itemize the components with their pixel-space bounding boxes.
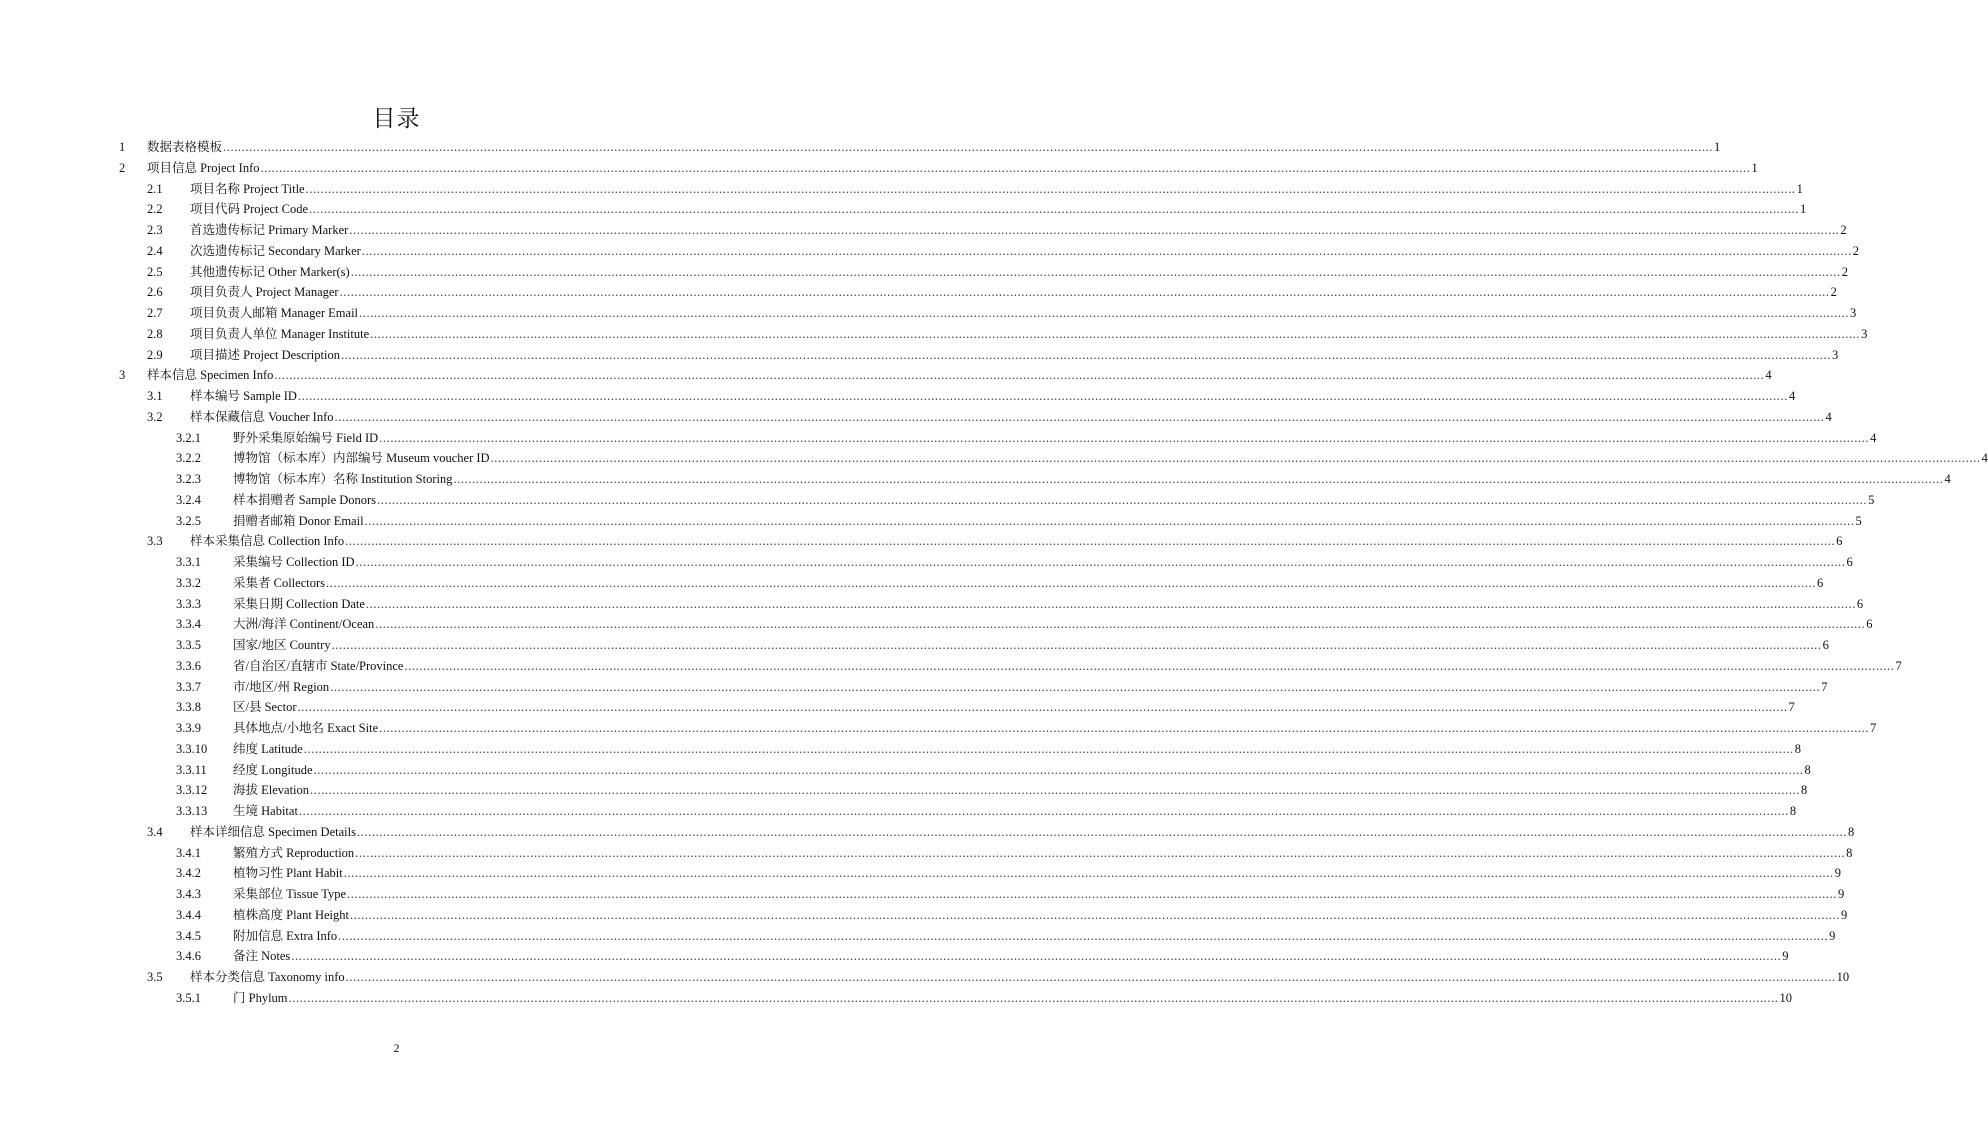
toc-entry[interactable]: [0, 220, 1847, 241]
toc-entry-number: 3.5: [147, 970, 163, 984]
toc-entry[interactable]: [0, 137, 1721, 158]
toc-entry-page: 8: [1847, 824, 1855, 839]
toc-entry-page: 8: [1801, 783, 1808, 798]
table-of-contents: [0, 137, 1988, 1009]
toc-leader-dots: ................................................................................................................................................................................................................................................................................................................................................................................................................: [350, 264, 1841, 279]
toc-entry-line: [233, 780, 1808, 801]
toc-entry[interactable]: [0, 324, 1868, 345]
toc-entry-line: [233, 946, 1789, 967]
toc-entry[interactable]: [0, 365, 1772, 386]
toc-entry-line: [190, 324, 1868, 345]
toc-leader-dots: ................................................................................................................................................................................................................................................................................................................................................................................................................: [310, 783, 1801, 798]
toc-entry-label: 门 Phylum: [233, 990, 288, 1005]
toc-leader-dots: ................................................................................................................................................................................................................................................................................................................................................................................................................: [330, 679, 1821, 694]
toc-entry-line: [190, 199, 1807, 220]
toc-entry-line: [233, 490, 1875, 511]
toc-entry-line: [190, 407, 1832, 428]
toc-entry-page: 8: [1794, 741, 1802, 756]
toc-entry-label: 样本采集信息 Collection Info: [190, 534, 345, 549]
toc-entry-line: [147, 158, 1758, 179]
toc-entry-label: 区/县 Sector: [233, 700, 297, 715]
toc-entry-label: 项目负责人邮箱 Manager Email: [190, 306, 359, 320]
toc-entry-label: 市/地区/州 Region: [233, 679, 330, 694]
toc-entry-page: 1: [1800, 202, 1807, 217]
toc-entry-page: 7: [1821, 679, 1828, 694]
toc-entry[interactable]: [0, 158, 1758, 179]
page-number: 2: [393, 1041, 400, 1055]
toc-entry-line: [190, 531, 1843, 552]
toc-entry-page: 3: [1831, 347, 1839, 362]
toc-entry-number: 3.3.13: [176, 804, 208, 818]
toc-entry-label: 植物习性 Plant Habit: [233, 866, 343, 881]
toc-entry[interactable]: [0, 469, 1951, 490]
toc-leader-dots: ................................................................................................................................................................................................................................................................................................................................................................................................................: [347, 887, 1838, 901]
toc-entry-number: 2.9: [147, 347, 163, 362]
toc-entry-label: 具体地点/小地名 Exact Site: [233, 721, 379, 735]
toc-entry-number: 3.3.1: [176, 555, 201, 569]
toc-entry-line: [190, 220, 1847, 241]
toc-entry-page: 6: [1822, 638, 1829, 652]
toc-entry-label: 生境 Habitat: [233, 804, 298, 818]
toc-entry-page: 6: [1817, 575, 1824, 590]
toc-entry[interactable]: [0, 843, 1853, 864]
toc-entry-label: 项目代码 Project Code: [190, 202, 309, 217]
toc-entry-number: 3.4: [147, 824, 163, 839]
toc-entry-number: 3.3.6: [176, 658, 201, 673]
toc-entry-line: [233, 448, 1988, 469]
toc-entry-label: 博物馆（标本库）内部编号 Museum voucher ID: [233, 451, 490, 466]
toc-entry-number: 3.2: [147, 409, 163, 424]
toc-entry-page: 2: [1852, 243, 1860, 258]
toc-entry[interactable]: [0, 967, 1850, 988]
toc-leader-dots: ................................................................................................................................................................................................................................................................................................................................................................................................................: [349, 907, 1840, 922]
toc-leader-dots: ................................................................................................................................................................................................................................................................................................................................................................................................................: [345, 534, 1836, 549]
toc-entry-page: 10: [1836, 970, 1850, 984]
toc-leader-dots: ................................................................................................................................................................................................................................................................................................................................................................................................................: [361, 243, 1852, 258]
toc-entry-number: 2.5: [147, 264, 163, 279]
toc-entry-label: 其他遗传标记 Other Marker(s): [190, 264, 350, 279]
toc-entry-line: [233, 863, 1841, 884]
toc-entry-line: [233, 511, 1862, 532]
toc-leader-dots: ................................................................................................................................................................................................................................................................................................................................................................................................................: [359, 306, 1850, 320]
toc-entry[interactable]: [0, 531, 1843, 552]
toc-entry[interactable]: [0, 884, 1845, 905]
toc-entry-page: 9: [1838, 887, 1845, 901]
toc-entry-label: 采集日期 Collection Date: [233, 596, 365, 611]
toc-entry-label: 附加信息 Extra Info: [233, 928, 338, 943]
toc-entry-page: 6: [1846, 555, 1853, 569]
toc-entry-label: 样本编号 Sample ID: [190, 389, 297, 403]
toc-entry-page: 6: [1836, 534, 1843, 549]
toc-entry-label: 数据表格模板: [147, 140, 223, 154]
toc-entry[interactable]: [0, 739, 1802, 760]
toc-entry-page: 7: [1870, 721, 1877, 735]
toc-entry-number: 3.1: [147, 389, 163, 403]
toc-entry-label: 经度 Longitude: [233, 762, 313, 777]
toc-leader-dots: ................................................................................................................................................................................................................................................................................................................................................................................................................: [453, 472, 1944, 486]
toc-entry[interactable]: [0, 926, 1836, 947]
toc-entry-label: 捐赠者邮箱 Donor Email: [233, 513, 364, 528]
toc-entry-number: 2.2: [147, 202, 163, 217]
toc-entry-page: 8: [1789, 804, 1797, 818]
toc-entry-number: 2.1: [147, 181, 163, 196]
toc-entry[interactable]: [0, 760, 1811, 781]
toc-entry[interactable]: [0, 573, 1824, 594]
toc-leader-dots: ................................................................................................................................................................................................................................................................................................................................................................................................................: [309, 202, 1800, 217]
toc-entry[interactable]: [0, 988, 1793, 1009]
toc-leader-dots: ................................................................................................................................................................................................................................................................................................................................................................................................................: [339, 285, 1830, 300]
toc-entry-page: 4: [1981, 451, 1988, 466]
toc-entry[interactable]: [0, 905, 1848, 926]
toc-entry-page: 9: [1840, 907, 1848, 922]
toc-entry[interactable]: [0, 614, 1873, 635]
toc-entry-label: 省/自治区/直辖市 State/Province: [233, 658, 404, 673]
toc-entry-page: 9: [1782, 949, 1789, 964]
toc-entry[interactable]: [0, 179, 1803, 200]
toc-entry-number: 3.2.5: [176, 513, 201, 528]
toc-entry-number: 3.4.3: [176, 887, 201, 901]
page-title: 目录: [372, 106, 421, 131]
toc-entry-number: 3.3.11: [176, 762, 207, 777]
toc-entry-number: 3.3: [147, 534, 163, 549]
toc-entry-line: [233, 988, 1793, 1009]
toc-entry[interactable]: [0, 303, 1857, 324]
toc-entry[interactable]: [0, 552, 1853, 573]
toc-entry-label: 样本捐赠者 Sample Donors: [233, 492, 377, 507]
toc-entry-line: [190, 179, 1803, 200]
toc-entry-number: 3.3.3: [176, 596, 201, 611]
toc-entry-page: 5: [1868, 492, 1875, 507]
toc-entry-line: [233, 760, 1811, 781]
toc-entry-label: 项目描述 Project Description: [190, 347, 340, 362]
toc-entry-number: 3.3.9: [176, 721, 201, 735]
toc-entry-line: [233, 635, 1829, 656]
toc-entry-label: 项目负责人 Project Manager: [190, 285, 339, 300]
toc-entry-line: [233, 843, 1853, 864]
toc-entry-page: 3: [1861, 326, 1868, 341]
toc-entry-line: [190, 822, 1855, 843]
toc-leader-dots: ................................................................................................................................................................................................................................................................................................................................................................................................................: [349, 223, 1840, 237]
toc-entry-page: 3: [1850, 306, 1857, 320]
toc-entry-page: 1: [1751, 160, 1758, 175]
toc-entry-line: [233, 656, 1902, 677]
toc-entry-line: [233, 697, 1795, 718]
toc-entry-label: 项目信息 Project Info: [147, 160, 260, 175]
toc-entry-line: [233, 718, 1877, 739]
toc-entry[interactable]: [0, 594, 1864, 615]
toc-leader-dots: ................................................................................................................................................................................................................................................................................................................................................................................................................: [377, 492, 1868, 507]
toc-entry-label: 次选遗传标记 Secondary Marker: [190, 243, 361, 258]
toc-entry[interactable]: [0, 677, 1828, 698]
toc-entry-line: [233, 926, 1836, 947]
toc-entry-number: 3.3.2: [176, 575, 201, 590]
toc-entry-page: 4: [1788, 389, 1796, 403]
toc-entry-label: 纬度 Latitude: [233, 741, 303, 756]
toc-entry[interactable]: [0, 635, 1829, 656]
toc-entry-number: 3.5.1: [176, 990, 201, 1005]
toc-entry-page: 2: [1830, 285, 1837, 300]
toc-entry-page: 2: [1840, 223, 1847, 237]
toc-entry-line: [147, 365, 1772, 386]
toc-leader-dots: ................................................................................................................................................................................................................................................................................................................................................................................................................: [404, 658, 1895, 673]
toc-entry-page: 7: [1788, 700, 1795, 715]
toc-entry-label: 博物馆（标本库）名称 Institution Storing: [233, 472, 453, 486]
toc-entry-page: 2: [1841, 264, 1848, 279]
toc-entry-number: 3.3.8: [176, 700, 201, 715]
toc-leader-dots: ................................................................................................................................................................................................................................................................................................................................................................................................................: [345, 970, 1836, 984]
toc-entry-number: 3.4.5: [176, 928, 201, 943]
toc-entry-page: 4: [1944, 472, 1951, 486]
toc-leader-dots: ................................................................................................................................................................................................................................................................................................................................................................................................................: [305, 181, 1796, 196]
toc-leader-dots: ................................................................................................................................................................................................................................................................................................................................................................................................................: [260, 160, 1751, 175]
toc-entry-label: 野外采集原始编号 Field ID: [233, 430, 379, 445]
toc-entry-line: [190, 967, 1850, 988]
toc-entry-page: 7: [1895, 658, 1902, 673]
toc-entry-number: 3.3.10: [176, 741, 208, 756]
toc-entry-label: 植株高度 Plant Height: [233, 907, 349, 922]
toc-entry[interactable]: [0, 656, 1902, 677]
toc-leader-dots: ................................................................................................................................................................................................................................................................................................................................................................................................................: [297, 700, 1788, 715]
toc-entry[interactable]: [0, 490, 1875, 511]
toc-entry-line: [233, 594, 1864, 615]
toc-entry-line: [190, 282, 1837, 303]
toc-leader-dots: ................................................................................................................................................................................................................................................................................................................................................................................................................: [379, 430, 1870, 445]
toc-leader-dots: ................................................................................................................................................................................................................................................................................................................................................................................................................: [274, 368, 1765, 383]
toc-leader-dots: ................................................................................................................................................................................................................................................................................................................................................................................................................: [355, 555, 1846, 569]
toc-entry-number: 3.4.2: [176, 866, 201, 881]
toc-entry[interactable]: [0, 199, 1807, 220]
toc-entry-number: 3.3.5: [176, 638, 201, 652]
toc-leader-dots: ................................................................................................................................................................................................................................................................................................................................................................................................................: [356, 824, 1847, 839]
toc-entry-label: 国家/地区 Country: [233, 638, 331, 652]
toc-entry-number: 3.3.12: [176, 783, 208, 798]
toc-leader-dots: ................................................................................................................................................................................................................................................................................................................................................................................................................: [288, 990, 1779, 1005]
toc-entry-line: [190, 262, 1848, 283]
toc-leader-dots: ................................................................................................................................................................................................................................................................................................................................................................................................................: [326, 575, 1817, 590]
toc-entry-line: [190, 241, 1860, 262]
toc-entry-label: 样本保藏信息 Voucher Info: [190, 409, 334, 424]
toc-entry-number: 2.3: [147, 223, 163, 237]
toc-entry-line: [190, 345, 1839, 366]
toc-entry[interactable]: [0, 282, 1837, 303]
toc-entry-page: 5: [1855, 513, 1862, 528]
toc-entry-number: 3.3.4: [176, 617, 201, 632]
toc-entry[interactable]: [0, 511, 1862, 532]
toc-entry-label: 首选遗传标记 Primary Marker: [190, 223, 349, 237]
toc-entry-page: 10: [1779, 990, 1793, 1005]
toc-entry-label: 大洲/海洋 Continent/Ocean: [233, 617, 375, 632]
toc-entry[interactable]: [0, 697, 1795, 718]
toc-entry-number: 3.4.1: [176, 845, 201, 860]
toc-entry-label: 样本分类信息 Taxonomy info: [190, 970, 345, 984]
toc-leader-dots: ................................................................................................................................................................................................................................................................................................................................................................................................................: [338, 928, 1829, 943]
toc-leader-dots: ................................................................................................................................................................................................................................................................................................................................................................................................................: [223, 140, 1714, 154]
toc-entry-line: [233, 614, 1873, 635]
toc-entry-number: 3.4.4: [176, 907, 201, 922]
toc-leader-dots: ................................................................................................................................................................................................................................................................................................................................................................................................................: [379, 721, 1870, 735]
toc-entry-label: 样本详细信息 Specimen Details: [190, 824, 356, 839]
toc-entry-number: 3.2.2: [176, 451, 201, 466]
toc-entry-line: [190, 386, 1796, 407]
toc-entry[interactable]: [0, 448, 1988, 469]
toc-leader-dots: ................................................................................................................................................................................................................................................................................................................................................................................................................: [370, 326, 1861, 341]
toc-entry-line: [233, 801, 1797, 822]
toc-entry-number: 2.8: [147, 326, 163, 341]
toc-entry-number: 1: [119, 140, 126, 154]
toc-entry-page: 6: [1856, 596, 1864, 611]
toc-entry-number: 3.2.3: [176, 472, 201, 486]
toc-entry-number: 2.4: [147, 243, 163, 258]
toc-entry-label: 繁殖方式 Reproduction: [233, 845, 355, 860]
toc-entry-page: 4: [1870, 430, 1877, 445]
toc-entry[interactable]: [0, 241, 1860, 262]
toc-entry-number: 3.4.6: [176, 949, 201, 964]
toc-entry-line: [147, 137, 1721, 158]
toc-entry[interactable]: [0, 863, 1841, 884]
toc-entry-line: [233, 469, 1951, 490]
toc-entry[interactable]: [0, 262, 1848, 283]
toc-entry[interactable]: [0, 386, 1796, 407]
toc-entry-number: 3: [119, 368, 126, 383]
toc-leader-dots: ................................................................................................................................................................................................................................................................................................................................................................................................................: [343, 866, 1834, 881]
toc-entry-line: [233, 428, 1877, 449]
toc-entry-page: 9: [1829, 928, 1836, 943]
toc-entry-page: 9: [1834, 866, 1841, 881]
toc-entry[interactable]: [0, 946, 1789, 967]
toc-leader-dots: ................................................................................................................................................................................................................................................................................................................................................................................................................: [375, 617, 1866, 632]
toc-leader-dots: ................................................................................................................................................................................................................................................................................................................................................................................................................: [364, 513, 1855, 528]
toc-entry-page: 6: [1866, 617, 1873, 632]
toc-entry[interactable]: [0, 407, 1832, 428]
toc-entry-line: [233, 677, 1828, 698]
toc-leader-dots: ................................................................................................................................................................................................................................................................................................................................................................................................................: [340, 347, 1831, 362]
toc-entry-page: 4: [1765, 368, 1772, 383]
toc-entry-label: 海拔 Elevation: [233, 783, 310, 798]
toc-entry-line: [233, 552, 1853, 573]
toc-entry-page: 8: [1804, 762, 1811, 777]
toc-leader-dots: ................................................................................................................................................................................................................................................................................................................................................................................................................: [334, 409, 1825, 424]
toc-entry-line: [233, 573, 1824, 594]
toc-entry[interactable]: [0, 801, 1797, 822]
toc-entry[interactable]: [0, 345, 1839, 366]
toc-entry-number: 2: [119, 160, 126, 175]
toc-entry[interactable]: [0, 428, 1877, 449]
toc-leader-dots: ................................................................................................................................................................................................................................................................................................................................................................................................................: [331, 638, 1822, 652]
toc-entry-number: 3.2.1: [176, 430, 201, 445]
toc-entry-page: 1: [1714, 140, 1721, 154]
toc-entry-label: 采集部位 Tissue Type: [233, 887, 347, 901]
toc-leader-dots: ................................................................................................................................................................................................................................................................................................................................................................................................................: [303, 741, 1794, 756]
toc-entry-number: 2.6: [147, 285, 163, 300]
toc-entry-label: 项目名称 Project Title: [190, 181, 305, 196]
toc-entry-line: [233, 739, 1802, 760]
toc-entry-line: [233, 884, 1845, 905]
toc-leader-dots: ................................................................................................................................................................................................................................................................................................................................................................................................................: [365, 596, 1856, 611]
toc-entry-page: 8: [1846, 845, 1853, 860]
toc-entry-number: 3.2.4: [176, 492, 201, 507]
toc-entry-line: [233, 905, 1848, 926]
toc-entry-label: 项目负责人单位 Manager Institute: [190, 326, 370, 341]
toc-entry[interactable]: [0, 780, 1808, 801]
toc-leader-dots: ................................................................................................................................................................................................................................................................................................................................................................................................................: [297, 389, 1788, 403]
toc-entry-page: 1: [1796, 181, 1803, 196]
toc-leader-dots: ................................................................................................................................................................................................................................................................................................................................................................................................................: [291, 949, 1782, 964]
toc-entry-number: 2.7: [147, 306, 163, 320]
toc-leader-dots: ................................................................................................................................................................................................................................................................................................................................................................................................................: [490, 451, 1981, 466]
toc-entry-label: 样本信息 Specimen Info: [147, 368, 274, 383]
toc-leader-dots: ................................................................................................................................................................................................................................................................................................................................................................................................................: [313, 762, 1804, 777]
toc-leader-dots: ................................................................................................................................................................................................................................................................................................................................................................................................................: [355, 845, 1846, 860]
toc-entry-page: 4: [1825, 409, 1832, 424]
toc-entry[interactable]: [0, 718, 1877, 739]
toc-entry-label: 备注 Notes: [233, 949, 291, 964]
toc-entry-line: [190, 303, 1857, 324]
toc-leader-dots: ................................................................................................................................................................................................................................................................................................................................................................................................................: [298, 804, 1789, 818]
toc-entry-label: 采集编号 Collection ID: [233, 555, 355, 569]
toc-entry[interactable]: [0, 822, 1855, 843]
toc-entry-number: 3.3.7: [176, 679, 201, 694]
toc-entry-label: 采集者 Collectors: [233, 575, 326, 590]
